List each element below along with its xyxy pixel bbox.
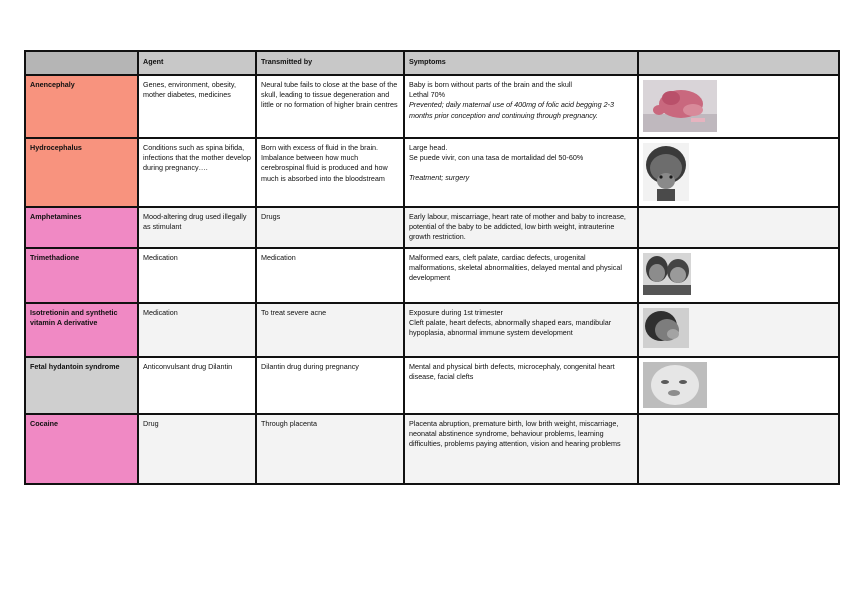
condition-cell: Anencephaly [25, 75, 138, 138]
condition-cell: Hydrocephalus [25, 138, 138, 207]
symptoms-line: Mental and physical birth defects, microcephaly, congenital heart disease, facial clefts [409, 361, 615, 381]
image-cell [638, 414, 839, 484]
table-row [25, 303, 839, 357]
transmitted-cell: Dilantin drug during pregnancy [256, 357, 404, 414]
symptoms-line: Early labour, miscarriage, heart rate of mother and baby to increase, potential of the baby to be addicted, low birth weight, intrauterine growth restriction. [409, 212, 626, 242]
image-cell [638, 207, 839, 248]
symptoms-line: Exposure during 1st trimester [409, 307, 503, 317]
agent-cell: Genes, environment, obesity, mother diabetes, medicines [138, 75, 256, 138]
symptoms-note: Prevented; daily maternal use of 400mg of folic acid begging 2-3 months prior conception and continuing through pregnancy. [409, 100, 614, 120]
image-cell [638, 357, 839, 414]
symptoms-line: Large head. [409, 143, 448, 152]
symptoms-cell [404, 303, 638, 357]
baby-face-photo-icon [643, 362, 707, 408]
agent-cell: Anticonvulsant drug Dilantin [138, 357, 256, 414]
symptoms-line: Cleft palate, heart defects, abnormally shaped ears, mandibular hypoplasia, abnormal immune system development [409, 317, 612, 338]
table-row [25, 207, 839, 248]
teratogen-table [24, 50, 840, 485]
transmitted-cell: Born with excess of fluid in the brain. Imbalance between how much cerebrospinal fluid is produced and how much is absorbed into the bloodstream [256, 138, 404, 207]
transmitted-cell: To treat severe acne [256, 303, 404, 357]
table-row [25, 248, 839, 303]
symptoms-line: Placenta abruption, premature birth, low brith weight, miscarriage, neonatal abstinence syndrome, behaviour problems, learning difficulties, problems paying attention, vision and hearing problems [409, 418, 621, 449]
header-row [25, 51, 839, 75]
table-row [25, 138, 839, 207]
agent-cell: Mood-altering drug used illegally as stimulant [138, 207, 256, 248]
transmitted-cell: Neural tube fails to close at the base of the skull, leading to tissue degeneration and little or no formation of higher brain centres [256, 75, 404, 138]
symptoms-cell [404, 414, 638, 484]
symptoms-cell [404, 138, 638, 207]
agent-cell: Drug [138, 414, 256, 484]
condition-cell: Isotretionin and synthetic vitamin A derivative [25, 303, 138, 357]
condition-cell: Amphetamines [25, 207, 138, 248]
condition-cell: Fetal hydantoin syndrome [25, 357, 138, 414]
table-row [25, 75, 839, 138]
condition-cell: Cocaine [25, 414, 138, 484]
transmitted-cell: Drugs [256, 207, 404, 248]
agent-cell: Medication [138, 248, 256, 303]
symptoms-cell [404, 248, 638, 303]
header-image [638, 51, 839, 75]
image-cell [638, 138, 839, 207]
symptoms-line: Baby is born without parts of the brain and the skull [409, 80, 573, 89]
transmitted-cell: Through placenta [256, 414, 404, 484]
symptoms-line: Malformed ears, cleft palate, cardiac defects, urogenital malformations, skeletal abnormalities, delayed mental and physical development [409, 252, 622, 283]
infant-photo-icon [643, 80, 717, 132]
table-row [25, 414, 839, 484]
symptoms-cell [404, 357, 638, 414]
image-cell [638, 75, 839, 138]
agent-cell: Conditions such as spina bifida, infections that the mother develop during pregnancy…. [138, 138, 256, 207]
table-row [25, 357, 839, 414]
children-photo-icon [643, 253, 691, 295]
agent-cell: Medication [138, 303, 256, 357]
header-symptoms: Symptoms [404, 51, 638, 75]
symptoms-cell [404, 207, 638, 248]
baby-photo-icon [643, 308, 689, 348]
image-cell [638, 248, 839, 303]
symptoms-line: Se puede vivir, con una tasa de mortalidad del 50-60% [409, 153, 584, 163]
header-condition [25, 51, 138, 75]
image-cell [638, 303, 839, 357]
symptoms-line: Lethal 70% [409, 90, 445, 100]
symptoms-note: Treatment; surgery [409, 173, 470, 183]
symptoms-cell [404, 75, 638, 138]
header-agent: Agent [138, 51, 256, 75]
condition-cell: Trimethadione [25, 248, 138, 303]
header-transmitted: Transmitted by [256, 51, 404, 75]
child-photo-icon [643, 143, 689, 201]
transmitted-cell: Medication [256, 248, 404, 303]
